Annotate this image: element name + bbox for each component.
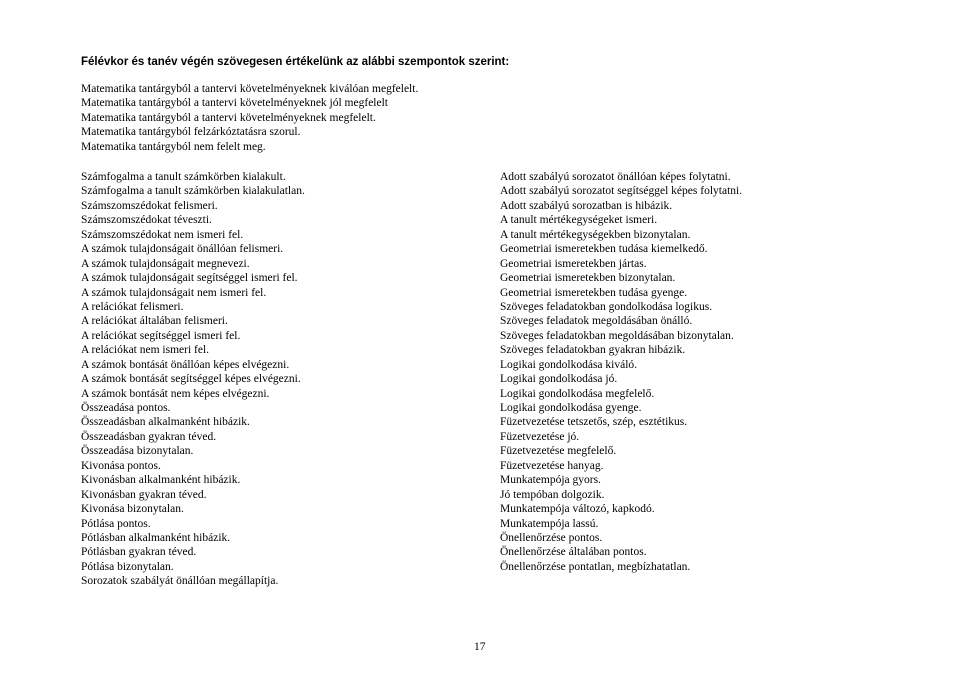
list-item: Számszomszédokat téveszti. — [81, 214, 212, 227]
list-item: Pótlásban alkalmanként hibázik. — [81, 531, 231, 544]
list-item: A számok tulajdonságait önállóan felismeri. — [81, 243, 284, 256]
list-item: Geometriai ismeretekben jártas. — [500, 257, 647, 270]
list-item: Logikai gondolkodása gyenge. — [500, 402, 642, 414]
list-item: Pótlása pontos. — [81, 517, 151, 530]
list-item: Jó tempóban dolgozik. — [500, 488, 605, 501]
list-item: Matematika tantárgyból felzárkóztatásra szorul. — [81, 126, 301, 139]
list-item: Szöveges feladatok megoldásában önálló. — [500, 315, 693, 328]
list-item: A számok bontását segítséggel képes elvégezni. — [81, 373, 301, 386]
list-item: A relációkat segítséggel ismeri fel. — [81, 329, 241, 342]
list-item: Összeadásban gyakran téved. — [81, 430, 217, 443]
list-item: Sorozatok szabályát önállóan megállapítja. — [81, 575, 279, 588]
list-item: A relációkat felismeri. — [81, 300, 184, 313]
list-item: Adott szabályú sorozatot segítséggel képes folytatni. — [500, 185, 743, 198]
list-item: A számok bontását nem képes elvégezni. — [81, 387, 270, 400]
right-criteria-list — [500, 170, 742, 574]
list-item: Kivonásban alkalmanként hibázik. — [81, 474, 241, 487]
section-heading: Félévkor és tanév végén szövegesen értékelünk az alábbi szempontok szerint: — [81, 56, 510, 68]
list-item: Önellenőrzése pontos. — [500, 531, 603, 544]
list-item: Pótlása bizonytalan. — [81, 560, 174, 573]
list-item: A tanult mértékegységeket ismeri. — [500, 214, 658, 227]
list-item: Füzetvezetése hanyag. — [500, 459, 604, 472]
list-item: A számok tulajdonságait megnevezi. — [81, 257, 250, 270]
list-item: Matematika tantárgyból nem felelt meg. — [81, 140, 266, 153]
list-item: Füzetvezetése jó. — [500, 430, 580, 443]
list-item: Munkatempója gyors. — [500, 474, 601, 487]
left-criteria-list — [81, 170, 305, 589]
page-number: 17 — [474, 641, 486, 653]
list-item: Összeadása pontos. — [81, 402, 171, 414]
list-item: Összeadásban alkalmanként hibázik. — [81, 416, 250, 429]
list-item: A relációkat nem ismeri fel. — [81, 344, 210, 357]
list-item: Matematika tantárgyból a tantervi követelményeknek megfelelt. — [81, 111, 376, 124]
list-item: A relációkat általában felismeri. — [81, 315, 228, 328]
list-item: Kivonása pontos. — [81, 459, 161, 472]
list-item: Adott szabályú sorozatban is hibázik. — [500, 199, 673, 212]
list-item: A számok tulajdonságait segítséggel ismeri fel. — [81, 272, 298, 285]
list-item: Önellenőrzése általában pontos. — [500, 546, 647, 559]
list-item: Matematika tantárgyból a tantervi követelményeknek kiválóan megfelelt. — [81, 83, 419, 95]
list-item: A számok bontását önállóan képes elvégezni. — [81, 358, 290, 371]
list-item: Szöveges feladatokban megoldásában bizonytalan. — [500, 329, 734, 342]
list-item: Adott szabályú sorozatot önállóan képes folytatni. — [500, 171, 731, 183]
list-item: A tanult mértékegységekben bizonytalan. — [500, 228, 691, 241]
list-item: Füzetvezetése tetszetős, szép, esztétikus. — [500, 416, 688, 429]
list-item: Önellenőrzése pontatlan, megbízhatatlan. — [500, 560, 691, 573]
list-item: Kivonása bizonytalan. — [81, 503, 184, 516]
list-item: Munkatempója lassú. — [500, 517, 599, 530]
list-item: Munkatempója változó, kapkodó. — [500, 503, 655, 516]
list-item: Számszomszédokat nem ismeri fel. — [81, 228, 244, 241]
list-item: Számfogalma a tanult számkörben kialakulatlan. — [81, 185, 305, 198]
grade-statements-list — [81, 82, 418, 154]
list-item: Logikai gondolkodása kiváló. — [500, 358, 638, 371]
list-item: Számszomszédokat felismeri. — [81, 199, 218, 212]
list-item: A számok tulajdonságait nem ismeri fel. — [81, 286, 267, 299]
list-item: Füzetvezetése megfelelő. — [500, 445, 617, 458]
list-item: Szöveges feladatokban gondolkodása logikus. — [500, 300, 713, 313]
list-item: Logikai gondolkodása megfelelő. — [500, 387, 655, 400]
list-item: Geometriai ismeretekben bizonytalan. — [500, 272, 676, 285]
list-item: Logikai gondolkodása jó. — [500, 373, 618, 386]
list-item: Összeadása bizonytalan. — [81, 445, 194, 458]
list-item: Matematika tantárgyból a tantervi követelményeknek jól megfelelt — [81, 97, 388, 110]
list-item: Kivonásban gyakran téved. — [81, 488, 207, 501]
list-item: Szöveges feladatokban gyakran hibázik. — [500, 344, 686, 357]
list-item: Geometriai ismeretekben tudása kiemelkedő. — [500, 243, 708, 256]
list-item: Geometriai ismeretekben tudása gyenge. — [500, 286, 688, 299]
list-item: Számfogalma a tanult számkörben kialakult. — [81, 171, 286, 183]
list-item: Pótlásban gyakran téved. — [81, 546, 197, 559]
